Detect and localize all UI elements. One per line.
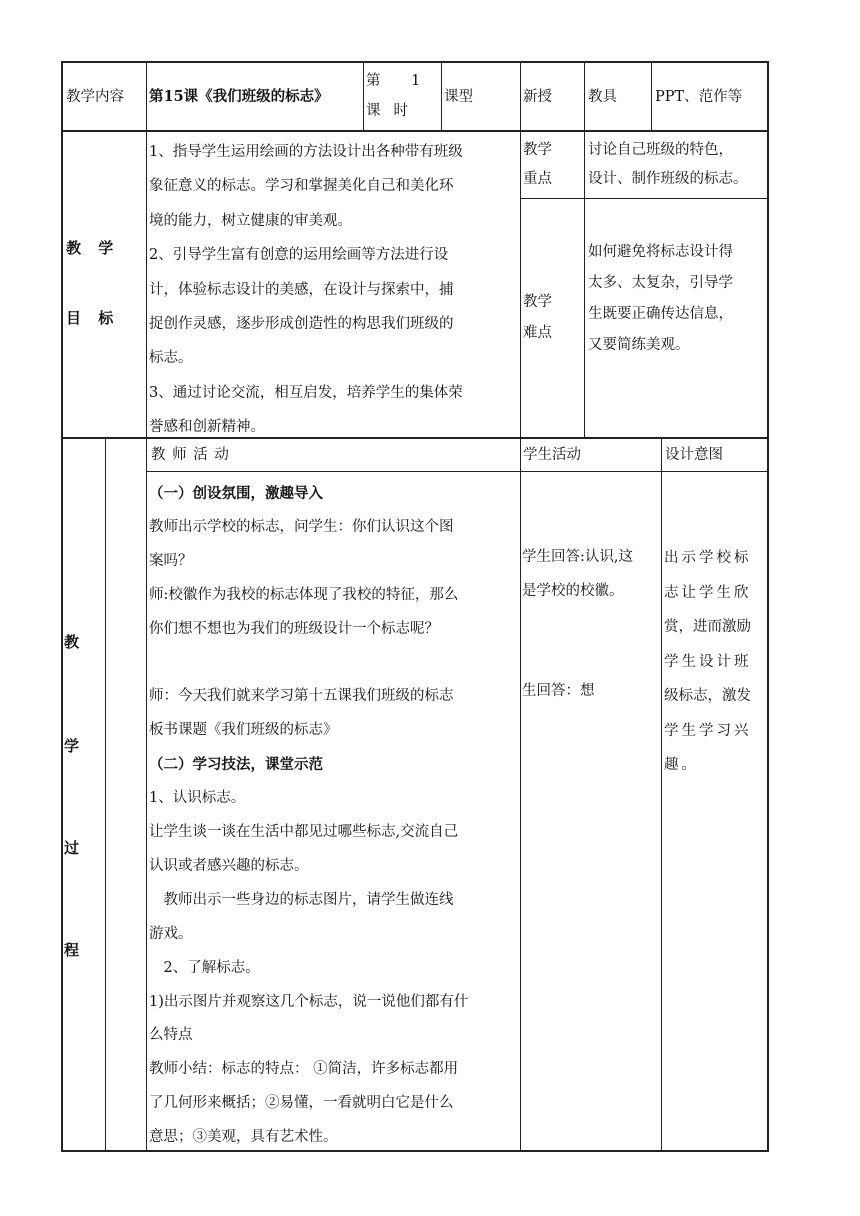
design-line: 出示学校标 (664, 550, 752, 566)
teacher-activity-header: 教 师 活 动 (151, 447, 230, 463)
difficulty-label (523, 287, 552, 349)
period-label: 第 1 课时 (366, 73, 434, 119)
process-label-char: 教 (64, 633, 80, 651)
design-line: 志让学生欣 (664, 584, 752, 601)
key-point-label-line2: 重点 (523, 171, 552, 187)
goals-line: 1、指导学生运用绘画的方法设计出各种带有班级 (149, 144, 463, 160)
process-label-char: 学 (64, 737, 80, 755)
goals-text (149, 135, 519, 445)
section-heading: （一）创设氛围，激趣导入 (149, 485, 323, 502)
teacher-line: 师:校徽作为我校的标志体现了我校的特征，那么 (149, 586, 459, 603)
teacher-line: 认识或者感兴趣的标志。 (149, 857, 309, 874)
difficulty-line: 又要简练美观。 (588, 337, 690, 353)
goals-line: 计，体验标志设计的美感，在设计与探索中，捕 (149, 281, 454, 298)
teacher-line: 1)出示图片并观察这几个标志，说一说他们都有什 (149, 993, 469, 1010)
key-point-text (588, 136, 768, 194)
goals-line: 2、引导学生富有创意的运用绘画等方法进行设 (149, 247, 449, 264)
teacher-line: 教师小结：标志的特点： ①简洁，许多标志都用 (149, 1061, 459, 1078)
goals-line: 捉创作灵感，逐步形成创造性的构思我们班级的 (149, 316, 454, 333)
teacher-line: 2、了解标志。 (149, 959, 260, 976)
goals-label-line1: 教 学 (66, 239, 120, 257)
design-line: 学生设计班 (664, 653, 752, 670)
design-line: 趣。 (664, 757, 699, 773)
tools-value: PPT、范作等 (655, 89, 743, 105)
process-label-char: 过 (64, 839, 80, 857)
section-heading: （二）学习技法，课堂示范 (149, 756, 323, 774)
key-point-line: 设计、制作班级的标志。 (588, 171, 748, 187)
teacher-activity-text (149, 477, 519, 1155)
goals-label-line2: 目 标 (66, 309, 120, 327)
difficulty-label-line2: 难点 (523, 325, 552, 341)
tools-label: 教具 (588, 89, 617, 105)
design-line: 级标志，激发 (664, 688, 751, 704)
teacher-line: 案吗？ (149, 552, 193, 569)
goals-line: 3、通过讨论交流，相互启发，培养学生的集体荣 (149, 384, 463, 401)
teacher-line: 板书课题《我们班级的标志》 (149, 722, 338, 739)
teacher-line: 游戏。 (149, 925, 193, 942)
goals-line: 标志。 (149, 350, 193, 367)
design-intent-header: 设计意图 (665, 447, 723, 463)
goals-line: 象征意义的标志。学习和掌握美化自己和美化环 (149, 178, 454, 195)
teacher-line: 你们想不想也为我们的班级设计一个标志呢？ (149, 620, 439, 637)
teacher-line: 么特点 (149, 1027, 193, 1044)
design-line: 学生学习兴 (664, 722, 752, 739)
teacher-line: 意思；③美观，具有艺术性。 (149, 1129, 338, 1146)
teacher-line: 教师出示学校的标志，问学生：你们认识这个图 (149, 518, 454, 535)
lesson-title: 第15课《我们班级的标志》 (149, 88, 329, 105)
key-point-line: 讨论自己班级的特色， (588, 142, 733, 158)
content-label: 教学内容 (66, 89, 124, 105)
teacher-line: 师：今天我们就来学习第十五课我们班级的标志 (149, 688, 454, 705)
teacher-line: 让学生谈一谈在生活中都见过哪些标志,交流自己 (149, 824, 459, 841)
goals-line: 境的能力，树立健康的审美观。 (149, 212, 352, 229)
student-activity-header: 学生活动 (523, 447, 581, 463)
difficulty-line: 如何避免将标志设计得 (588, 244, 733, 260)
teacher-line: 1、认识标志。 (149, 790, 246, 807)
type-value: 新授 (523, 89, 552, 105)
design-intent-text (664, 541, 766, 783)
difficulty-line: 太多、太复杂，引导学 (588, 275, 733, 291)
process-label-char: 程 (64, 941, 80, 959)
difficulty-line: 生既要正确传达信息， (588, 306, 733, 322)
student-answer-2: 生回答：想 (522, 683, 595, 699)
key-point-label (523, 136, 552, 194)
teacher-line: 了几何形来概括；②易懂，一看就明白它是什么 (149, 1095, 454, 1112)
design-line: 赏，进而激励 (664, 619, 751, 635)
difficulty-text (588, 237, 766, 361)
student-answer-line: 是学校的校徽。 (522, 582, 624, 599)
goals-line: 誉感和创新精神。 (149, 419, 265, 436)
student-answer-1 (522, 541, 633, 609)
type-label: 课型 (444, 89, 473, 105)
student-answer-line: 学生回答:认识,这 (522, 549, 633, 565)
key-point-label-line1: 教学 (523, 142, 552, 158)
difficulty-label-line1: 教学 (523, 294, 552, 310)
teacher-line: 教师出示一些身边的标志图片，请学生做连线 (149, 891, 454, 908)
teacher-line (149, 647, 519, 681)
